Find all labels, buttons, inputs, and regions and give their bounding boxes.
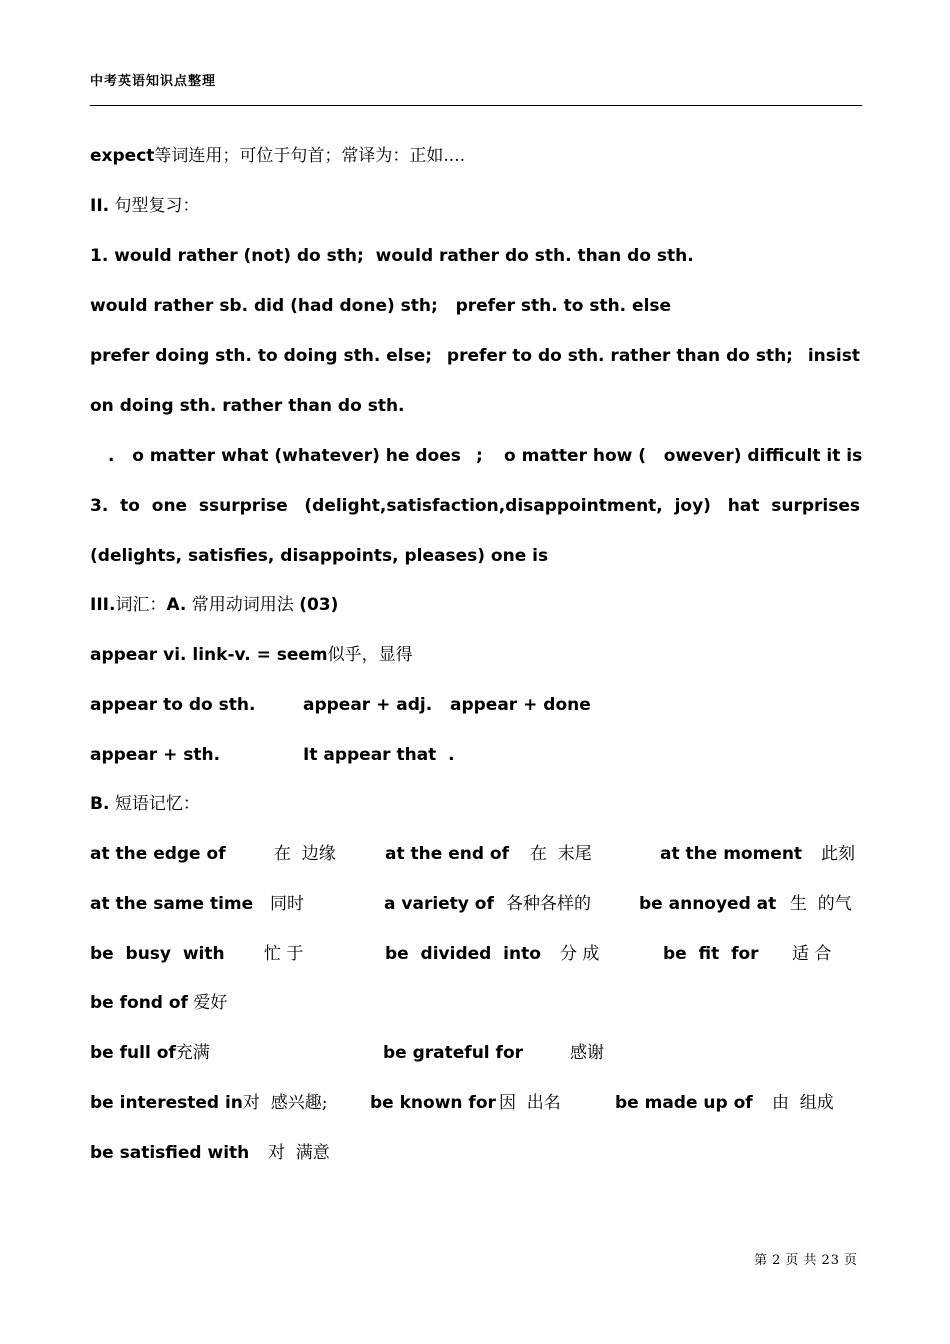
text-line-7c: o matter how ( owever) difficult it is [504,446,863,466]
section-ii-heading [90,195,200,217]
line-13-part-a: appear + sth. [90,745,221,765]
footer-label-total: 共 [803,1253,818,1268]
text-line-5 [90,345,860,367]
text-line-8 [90,495,860,517]
phrase-5-cn: 各种各样的 [506,894,591,914]
footer-label-post: 页 [843,1253,858,1268]
text-line-9: (delights, satisfies, disappoints, pleases) one is [90,546,549,566]
page-header-title: 中考英语知识点整理 [90,74,217,89]
section-ii-number: II. [90,196,110,216]
line-8-part-a: 3. to one ssurprise [90,496,288,516]
footer-label-mid: 页 [785,1253,800,1268]
text-line-1 [90,145,465,167]
phrase-13-en: be interested in [90,1093,243,1113]
line-13-part-b: It appear that . [303,745,455,765]
text-line-3: 1. would rather (not) do sth; would rather do sth. than do sth. [90,246,694,266]
phrase-11-en: be full of [90,1043,176,1063]
line-5-part-b: prefer to do sth. rather than do sth; [446,346,793,366]
page-footer [752,1249,860,1268]
phrase-7-en: be busy with [90,944,225,964]
phrase-10-cn: 爱好 [193,993,228,1013]
phrase-10 [90,992,227,1014]
phrase-14-en: be known for [370,1093,496,1113]
phrase-16-cn: 对 满意 [268,1143,330,1163]
section-b-label: B. [90,794,110,814]
phrase-8-en: be divided into [385,944,541,964]
phrase-5-en: a variety of [384,894,494,914]
phrase-8-cn: 分 成 [560,944,600,964]
line-8-part-c: hat surprises [727,496,860,516]
line-12-part-b: appear + adj. [303,695,433,715]
phrase-4-en: at the same time [90,894,254,914]
phrase-10-en: be fond of [90,993,188,1013]
header-rule [90,105,862,106]
phrase-15-cn: 由 组成 [772,1093,834,1113]
phrase-12-cn: 感谢 [570,1043,604,1063]
text-line-4: would rather sb. did (had done) sth; prefer sth. to sth. else [90,296,672,316]
section-b-title: 短语记忆： [114,794,200,814]
line-5-part-c: insist [807,346,860,366]
text-line-6: on doing sth. rather than do sth. [90,396,405,416]
footer-page-total: 23 [821,1253,840,1268]
text-line-11 [90,644,413,666]
phrase-15-en: be made up of [615,1093,753,1113]
phrase-12-en: be grateful for [383,1043,524,1063]
phrase-6-en: be annoyed at [639,894,777,914]
section-iii-title: 词汇： [115,595,167,615]
phrase-6-cn: 生 的气 [790,894,852,914]
section-iii-a: A. [166,595,187,615]
section-b-heading [90,793,200,815]
phrase-2-en: at the end of [385,844,509,864]
section-iii-heading [90,594,338,616]
text-line-7b: ; [476,446,483,466]
phrase-11 [90,1042,210,1064]
footer-label-pre: 第 [754,1253,769,1268]
phrase-2-cn: 在 末尾 [530,844,592,864]
line-12-part-c: appear + done [450,695,591,715]
line-1-en: expect [90,146,155,166]
phrase-3-en: at the moment [660,844,803,864]
phrase-4-cn: 同时 [270,894,304,914]
text-line-7a: . o matter what (whatever) he does [108,446,461,466]
footer-page-number: 2 [772,1253,782,1268]
line-5-part-a: prefer doing sth. to doing sth. else; [90,346,433,366]
phrase-14-cn: 因 出名 [499,1093,561,1113]
line-1-cn: 等词连用；可位于句首；常译为：正如.... [154,146,466,166]
phrase-9-cn: 适 合 [792,944,832,964]
section-iii-code: (03) [299,595,339,615]
phrase-16-en: be satisfied with [90,1143,250,1163]
line-8-part-b: (delight,satisfaction,disappointment, joy) [304,496,711,516]
phrase-13-cn: 对 感兴趣; [242,1093,328,1113]
line-11-en: appear vi. link-v. = seem [90,645,328,665]
phrase-9-en: be fit for [663,944,759,964]
phrase-13 [90,1092,327,1114]
line-11-cn: 似乎，显得 [327,645,413,665]
phrase-1-cn: 在 边缘 [274,844,336,864]
phrase-3-cn: 此刻 [821,844,855,864]
section-iii-a-title: 常用动词用法 [191,595,294,615]
section-iii-number: III. [90,595,116,615]
phrase-1-en: at the edge of [90,844,226,864]
line-12-part-a: appear to do sth. [90,695,256,715]
phrase-11-cn: 充满 [175,1043,210,1063]
phrase-7-cn: 忙 于 [264,944,304,964]
section-ii-title: 句型复习： [114,196,200,216]
